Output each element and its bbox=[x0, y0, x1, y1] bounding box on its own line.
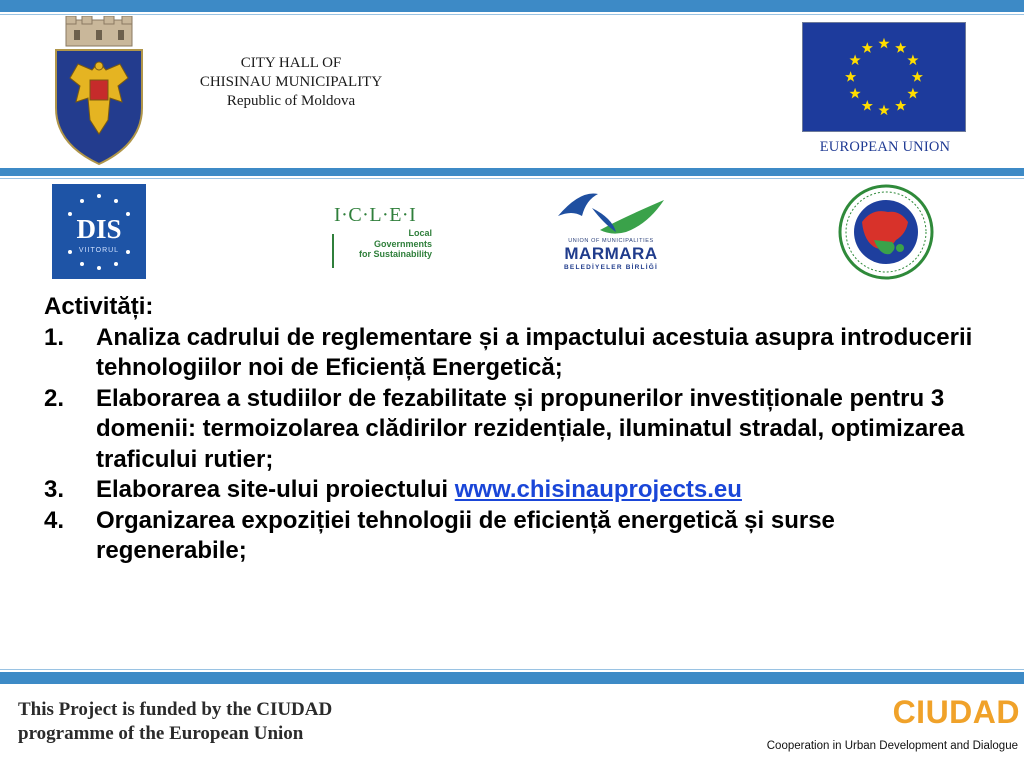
marmara-logo-name: MARMARA bbox=[564, 244, 658, 263]
list-item-text bbox=[96, 475, 984, 506]
marmara-logo bbox=[552, 188, 670, 276]
eu-flag-icon bbox=[802, 22, 966, 132]
city-hall-title bbox=[160, 54, 422, 111]
bottom-accent-bar bbox=[0, 672, 1024, 684]
chisinau-crest-icon bbox=[52, 16, 146, 166]
funding-statement bbox=[18, 698, 448, 746]
middle-accent-line bbox=[0, 178, 1024, 179]
funding-line2: programme of the European Union bbox=[18, 723, 304, 744]
city-hall-line2: CHISINAU MUNICIPALITY bbox=[199, 74, 383, 90]
list-item bbox=[44, 384, 984, 476]
bottom-accent-line bbox=[0, 669, 1024, 670]
list-item-text-prefix: Elaborarea site-ului proiectului bbox=[96, 476, 455, 503]
iclei-logo-name: I·C·L·E·I bbox=[334, 204, 417, 226]
iclei-logo-subtext bbox=[359, 228, 432, 260]
list-item-text: Organizarea expoziției tehnologii de eficiență energetică și surse regenerabile; bbox=[96, 506, 835, 564]
iclei-sub-line1: Local bbox=[408, 228, 432, 238]
marmara-logo-top: UNION OF MUNICIPALITIES bbox=[568, 238, 654, 244]
list-item-text: Elaborarea a studiilor de fezabilitate și propunerilor investiționale pentru 3 domenii: termoizolarea clădirilor rezidențiale, iluminatul stradal, optimizarea traficului rutier; bbox=[96, 384, 965, 473]
city-hall-line1: CITY HALL OF bbox=[240, 55, 342, 71]
dis-logo-text: DIS bbox=[76, 214, 122, 244]
top-accent-line bbox=[0, 14, 1024, 15]
circular-partner-logo-icon bbox=[828, 182, 944, 282]
iclei-logo bbox=[330, 200, 434, 270]
ciudad-logo-text: CIUDAD bbox=[892, 694, 1020, 730]
ciudad-tagline: Cooperation in Urban Development and Dialogue bbox=[766, 740, 1018, 752]
funding-line1: This Project is funded by the CIUDAD bbox=[18, 699, 333, 720]
list-item-number: 3. bbox=[44, 476, 65, 503]
list-item-text: Analiza cadrului de reglementare și a impactului acestuia asupra introducerii tehnologiilor noi de Eficiență Energetică; bbox=[96, 323, 973, 381]
dis-logo-subtext: VIITORUL bbox=[78, 247, 120, 254]
eu-label: EUROPEAN UNION bbox=[819, 139, 951, 155]
city-hall-line3: Republic of Moldova bbox=[226, 93, 356, 109]
project-website-link[interactable]: www.chisinauprojects.eu bbox=[454, 476, 742, 503]
list-item bbox=[44, 506, 984, 567]
middle-accent-bar bbox=[0, 168, 1024, 176]
iclei-logo-rule bbox=[332, 234, 334, 268]
list-item-number: 1. bbox=[44, 323, 65, 351]
activities-section bbox=[44, 292, 984, 567]
dis-viitorul-logo bbox=[52, 184, 146, 279]
list-item bbox=[44, 323, 984, 384]
list-item bbox=[44, 475, 984, 506]
marmara-logo-subtext: BELEDİYELER BİRLİĞİ bbox=[564, 264, 658, 271]
activities-heading: Activități: bbox=[44, 293, 154, 320]
top-accent-bar bbox=[0, 0, 1024, 12]
iclei-sub-line3: for Sustainability bbox=[358, 249, 432, 259]
list-item-number: 4. bbox=[44, 506, 65, 534]
list-item-number: 2. bbox=[44, 384, 65, 412]
iclei-sub-line2: Governments bbox=[373, 238, 432, 249]
marmara-wave-icon bbox=[552, 188, 670, 238]
